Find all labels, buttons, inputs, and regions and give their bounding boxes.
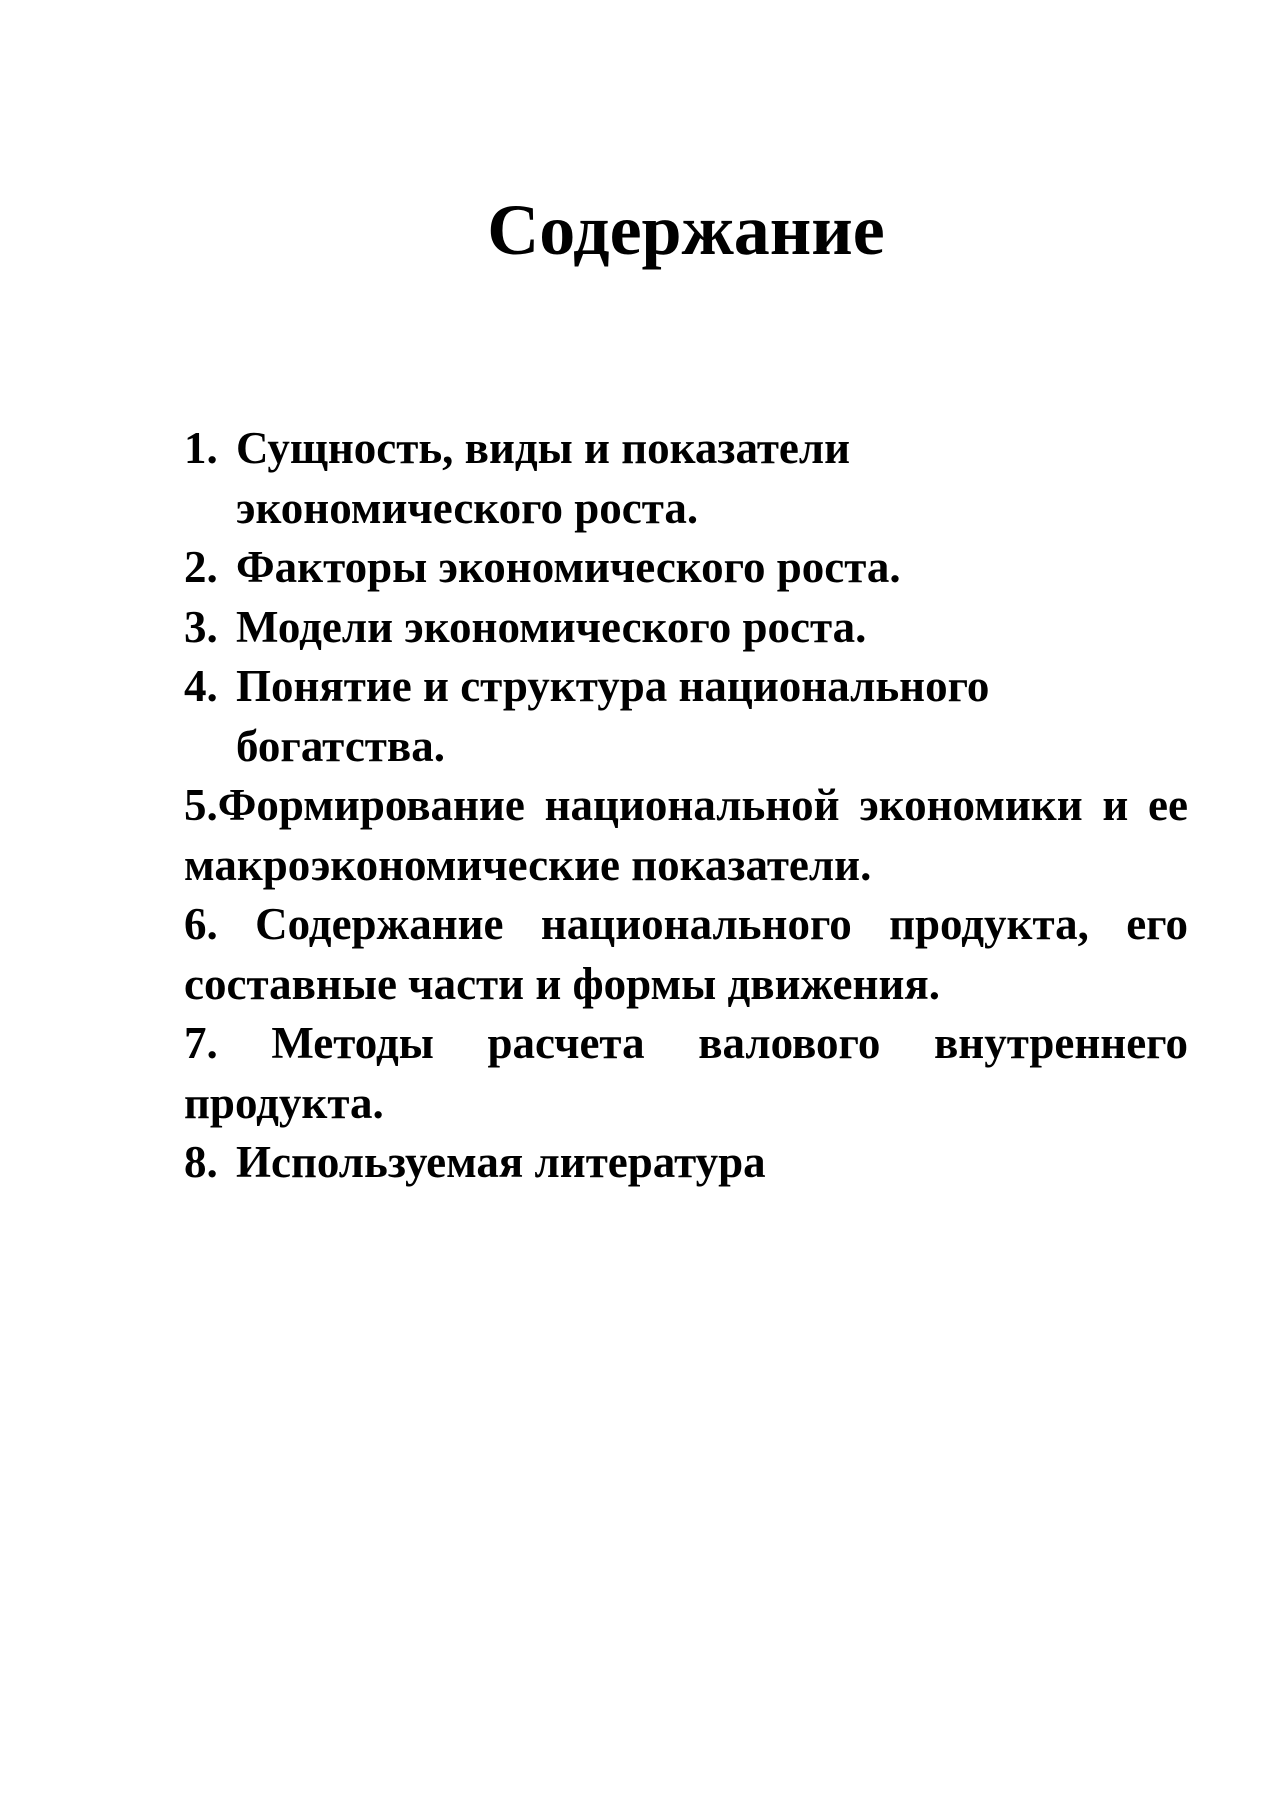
toc-item-text: Используемая литература bbox=[236, 1137, 766, 1187]
toc-item-3 bbox=[184, 598, 1188, 658]
toc-item-text: Факторы экономического роста. bbox=[236, 542, 901, 592]
toc-item-number: 2. bbox=[184, 542, 218, 592]
toc-item-text: Модели экономического роста. bbox=[236, 601, 867, 652]
toc-item-7: 7. Методы расчета валового внутреннего продукта. bbox=[184, 1018, 1188, 1128]
toc-item-6: 6. Содержание национального продукта, его составные части и формы движения. bbox=[184, 899, 1188, 1009]
toc-item-8 bbox=[184, 1133, 1188, 1193]
toc-item-4 bbox=[184, 657, 1188, 776]
table-of-contents bbox=[184, 419, 1188, 1193]
toc-item-2 bbox=[184, 538, 1188, 598]
toc-item-number: 8. bbox=[184, 1137, 218, 1187]
toc-item-number: 1. bbox=[184, 423, 218, 473]
toc-item-text: Понятие и структура национального богатства. bbox=[236, 661, 990, 771]
toc-item-number: 4. bbox=[184, 661, 218, 711]
toc-item-number: 3. bbox=[184, 601, 218, 652]
toc-item-1 bbox=[184, 419, 1188, 538]
toc-item-5: 5.Формирование национальной экономики и ее макроэкономические показатели. bbox=[184, 780, 1188, 890]
toc-item-text: Сущность, виды и показатели экономического роста. bbox=[236, 423, 851, 533]
page-title: Содержание bbox=[487, 190, 885, 270]
